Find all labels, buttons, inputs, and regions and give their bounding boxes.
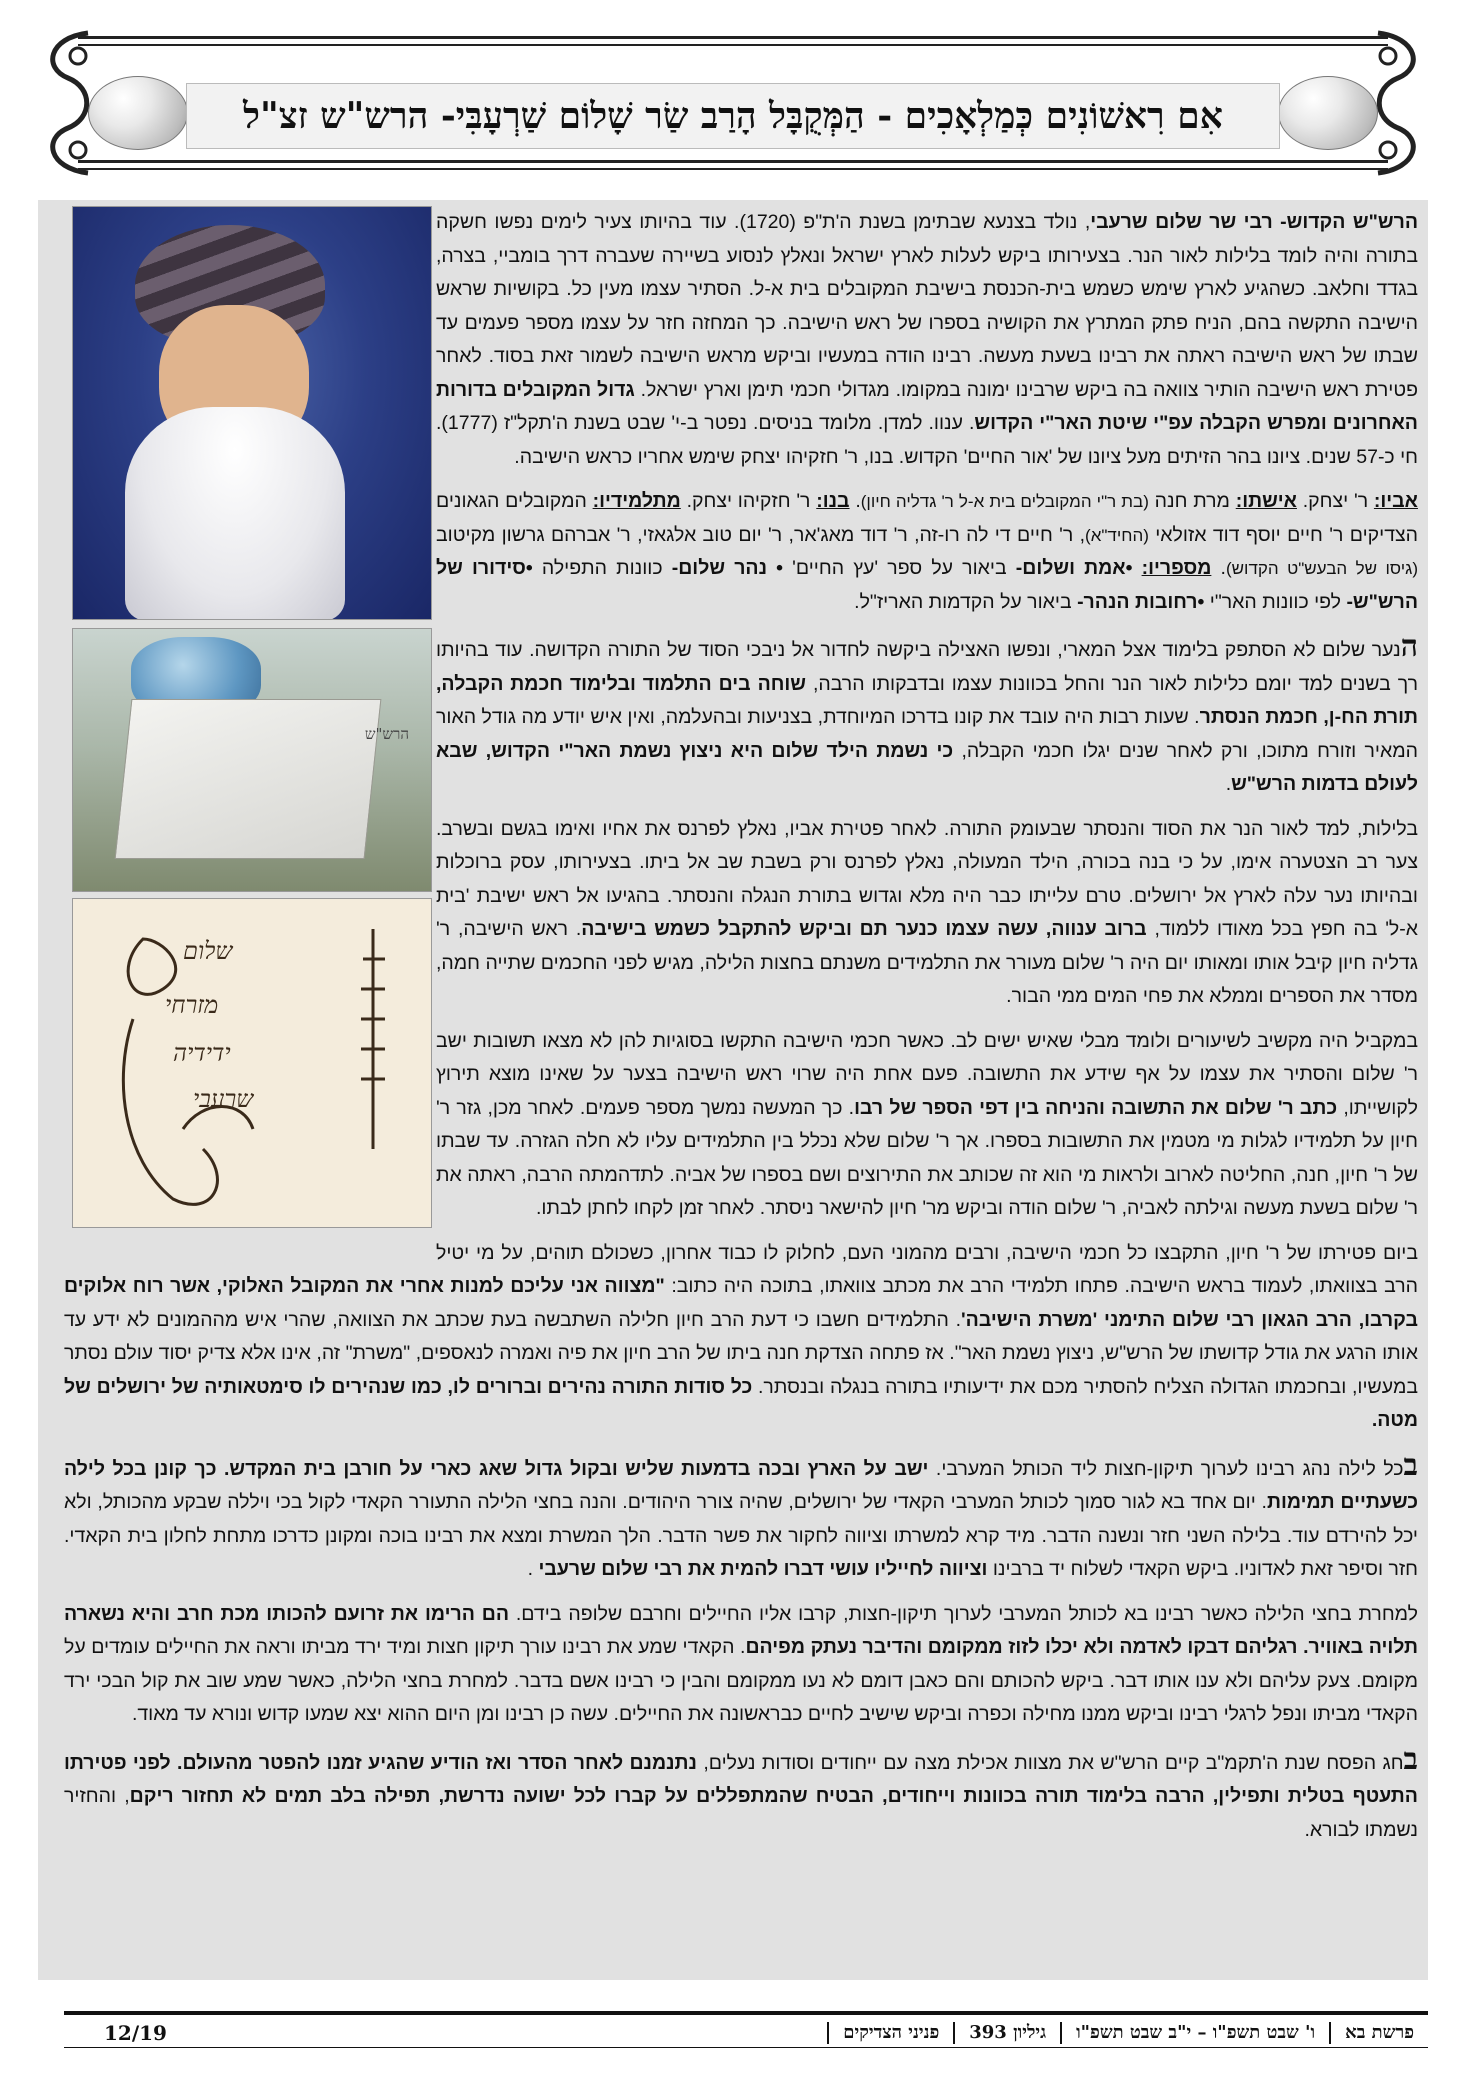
text-run: במקביל היה מקשיב לשיעורים ולומד מבלי שאיש ישים לב. כאשר חכמי הישיבה התקשו בסוגיות להן לא מצאו תשובות ישב ר' שלום והסתיר את עצמו על אף שידע את התשובה. פעם אחת היה שרוי ראש הישיבה בצער על שאינו מוצא תירוץ לקושייתו, [436,1029,1418,1119]
paragraph-western-wall [64,1449,1418,1587]
article-text [64,206,1418,1858]
emphasis-text: • נהר שלום- [671,557,784,579]
footer-separator [827,2022,829,2044]
text-run: חג הפסח שנת ה'תקמ"ב קיים הרש"ש את מצוות אכילת מצה עם ייחודים וסודות נעלים, [696,1751,1404,1774]
emphasis-text: גדול המקובלים בדורות האחרונים ומפרש הקבלה עפ"י שיטת האר"י הקדוש [436,378,1418,434]
footer-parasha: פרשת בא [1345,2022,1414,2043]
text-run: נער שלום לא הסתפק בלימוד אצל המארי, ונפשו האצילה ביקשה לחדור אל ניבכי הסוד של התורה הקדושה. עוד בהיותו רך בשנים למד יומם כלילות לאור הנר והחל בכוונות עצמו ובדבקותו הרבה, [436,639,1418,695]
gravestone-inscription: הרש"ש [364,725,409,743]
footer-separator [1329,2022,1331,2044]
text-run [1132,557,1141,579]
text-run: . התלמידים חשבו כי דעת הרב חיון חלילה השתבשה בעת שכתב את הצוואה, שהרי איש מההמונים לא ידע עד אותו הרגע את גודל קדושתו של הרש"ש, ניצוץ נשמת האר". אז פתחה הצדקת חנה ביתו של הרב חיון את פיה ואמרה לנאספים, "משרת" זה, אינו אלא צדיק יסוד עולם נסתר במעשיו, ובחכמתו הגדולה הצליח להסתיר מכם את ידיעותיו בתורה בנגלה ובנסתר. [64,1308,1419,1398]
text-run: למחרת בחצי הלילה כאשר רבינו בא לכותל המערבי לערוך תיקון-חצות, קרבו אליו החיילים וחרבם שלופה בידם. [509,1602,1418,1625]
emphasis-text: •סידורו של הרש"ש- [436,557,1418,613]
emphasis-text: כל סודות התורה נהירים וברורים לו, כמו שנהירים לו סימטאותיה של ירושלים של מטה. [64,1375,1418,1431]
signature-line-4: שרעבי [193,1085,254,1113]
small-note: (החיד"א) [1085,525,1149,545]
field-label: אישתו: [1235,490,1297,512]
drop-cap: ב [1403,1741,1419,1777]
text-run: . [1211,557,1226,579]
text-run: . הקאדי שמע את רבינו עורך תיקון חצות ומיד ירד מביתו וראה את החיילים עומדים על מקומם. צעק עליהם ולא ענו אותו דבר. ביקש להכותם והם כאבן דומם לא נעו ממקומם והבין כי רבינו אשם בדבר. למחרת בחצי הלילה, כאשר שמע שוב את קול הבכי ירד הקאדי מביתו ונפל לרגלי רבינו וביקש ממנו מחילה וכפרה וביקש שישיב לחיים כבראשונה את החיילים. עשה כן רבינו ומן היום ההוא יצא שמעו קדוש ונורא עד מאוד. [64,1636,1418,1725]
drop-cap: ה [1400,629,1418,664]
signature-line-2: מזרחי [165,991,219,1019]
footer-dates: ו' שבט תשפ"ו – י"ב שבט תשפ"ו [1076,2022,1316,2043]
text-run: , והחזיר נשמתו לבורא. [64,1785,1418,1841]
text-run: . ענוו. למדן. מלומד בניסים. נפטר ב-י' שבט בשנת ה'תקל"ז (1777). חי כ-57 שנים. ציונו בהר הזיתים מעל ציונו של 'אור החיים' הקדוש. בנו, ר' חזקיהו יצחק שימש אחריו כראש הישיבה. [436,412,1418,468]
text-run: בלילות, למד לאור הנר את הסוד והנסתר שבעומק התורה. לאחר פטירת אביו, נאלץ לפרנס את אחיו ואימו בגשם ובשרב. צער רב הצטערה אימו, על כי בנה בכורה, הילד המעולה, נאלץ לפרנס ורק בשבת שב אל ביתו. בצעירותו, עסק ברוכלות ובהיותו נער עלה לארץ אל ירושלים. טרם עלייתו כבר היה מלא וגדוש בתורת הנגלה והנסתר. בהגיעו אל ראש ישיבת 'בית א-ל' בה חפץ בכל מאודו ללמוד, [436,817,1419,940]
emphasis-text: •אמת ושלום- [1015,557,1133,579]
emphasis-text: כי נשמת הילד שלום היא ניצוץ נשמת האר"י הקדוש, שבא לעולם בדמות הרש"ש [436,739,1418,795]
emphasis-text: •רחובות הנהר- [1077,590,1205,613]
field-label: אביו: [1373,490,1418,512]
text-run: . יום אחד בא לגור סמוך לכותל המערבי הקאדי של ירושלים, שהיה צורר היהודים. והנה בחצי הלילה התעורר הקאדי לקול בכי ויללה שבקע מהכותל, ולא יכל להירדם עוד. בלילה השני חזר ונשנה הדבר. מיד קרא למשרתו וציווה לחקור את פשר הדבר. הלך המשרת ומצא את רבינו בוכה ומקונן כדרכו מתחת לחלון בית הקאדי. חזר וסיפר זאת לאדוניו. ביקש הקאדי לשלוח יד ברבינו [64,1491,1418,1580]
pearl-ornament-left [88,76,188,150]
banner-frame-bottom [78,160,1388,170]
text-run: . שעות רבות היה עובד את קונו בדרכו המיוחדת, בצניעות ובהעלמה, ואין איש יודע מה גודל האור המאיר וזורח מתוכו, ורק לאחר שנים יגלו חכמי הקבלה, [436,706,1418,762]
banner-frame-top [78,36,1388,46]
text-run: ביאור על הקדמות האריז"ל. [854,590,1078,613]
text-run: . ראש הישיבה, ר' גדליה חיון קיבל אותו ומאותו יום היה ר' שלום מעורר את התלמידים משנתם בחצות הלילה, מגיש לפני החכמים שתייה חמה, מסדר את הספרים וממלא את פחי המים ממי הבור. [436,918,1418,1007]
page-title: אִם רִאשׁוֹנִים כְּמַלְאָכִים - הַמְּקֻבָּל הָרַב שַׂר שָׁלוֹם שַׁרְעָבִּי- הרש"ש זצ"ל [243,95,1223,137]
emphasis-text: הרש"ש הקדוש- רבי שר שלום שרעבי [1090,211,1418,233]
text-run: לפי כוונות האר"י [1204,590,1347,613]
text-run: המקובלים הגאונים הצדיקים ר' חיים יוסף דוד אזולאי [436,490,1418,546]
footer-separator [1060,2022,1062,2044]
page-footer [64,2018,1428,2048]
text-run: כוונות התפילה [532,557,672,579]
small-note: (גיסו של הבעש"ט הקדוש) [1225,559,1419,578]
text-run: . [1225,773,1232,795]
emphasis-text: וציווה לחייליו עושי דברו להמית את רבי שלום שרעבי [538,1558,988,1580]
field-label: מספריו: [1141,557,1212,579]
paragraph-soldiers [64,1598,1418,1732]
text-run: . [527,1558,539,1580]
text-run: . כך המעשה נמשך מספר פעמים. לאחר מכן, גזר ר' חיון על תלמידיו לגלות מי מטמין את התשובות בספרו. אך ר' שלום שלא נכלל בין התלמידים עליו לא חלה הגזרה. עד שבתו של ר' חיון, חנה, החליטה לארוב ולראות מי הוא זה שכותב את התירוצים ושם בספרו של אביה. לתדהמתה הרבה, ראתה את ר' שלום בשעת מעשה וגילתה לאביה, ר' שלום הודה וביקש מר' חיון להישאר ניסתר. לאחר זמן לקחו לחתן לבתו. [436,1096,1418,1219]
footer-publication: פניני הצדיקים [843,2022,940,2043]
drop-cap: ב [1403,1447,1418,1483]
emphasis-text: נתנמנם לאחר הסדר ואז הודיע שהגיע זמנו להפטר מהעולם. לפני פטירתו התעטף בטלית ותפילין, הרבה בלימוד תורה בכוונות וייחודים, הבטיח שהמתפללים על קברו לכל ישועה נדרשת, תפילה בלב תמים לא תחזור ריקם [64,1751,1418,1807]
text-run: , נולד בצנעא שבתימן בשנת ה'ת"פ (1720). עוד בהיותו צעיר לימים נפשו חשקה בתורה והיה לומד בלילות לאור הנר. בצעירותו ביקש לעלות לארץ ישראל ונאלץ לנסוע בשיירה שעברה דרך בומביי, בצרה, בגדד וחלאב. כשהגיע לארץ שימש כשמש בית-הכנסת בישיבת המקובלים בית א-ל. הסתיר עצמו מעין כל. בקושיות שראש הישיבה התקשה בהם, הניח פתק המתרץ את הקושיה בספרו של ראש הישיבה. כך המחזה חזר על עצמו מספר פעמים עד שבתו של ראש הישיבה ראתה את רבינו בשעת מעשה. רבינו הודה במעשיו וביקש מראש הישיבה לשמור זאת בסוד. לאחר פטירת ראש הישיבה הותיר צוואה בה ביקש שרבינו ימונה במקומו. מגדולי חכמי תימן וארץ ישראל. [436,211,1418,401]
emphasis-text: הם הרימו את זרועם להכותו מכת חרב והיא נשארה תלויה באוויר. רגליהם דבקו לאדמה ולא יכלו לזוז ממקומם והדיבר נעתק מפיהם [64,1602,1419,1658]
image-float-spacer [64,206,436,1258]
footer-separator [953,2022,955,2044]
text-run: . [849,490,861,512]
title-box [186,83,1280,149]
pearl-ornament-right [1278,76,1378,150]
emphasis-text: "מצווה אני עליכם למנות אחרי את המקובל האלוקי, אשר רוח אלוקים בקרבו, הרב הגאון רבי שלום התימני 'משרת הישיבה' [64,1275,1418,1331]
field-label: בנו: [816,490,850,512]
text-run: ביאור על ספר 'עץ החיים' [783,557,1016,579]
text-run: מרת חנה [1148,490,1236,512]
paragraph-passing [64,1743,1418,1848]
text-run: , ר' חיים די לה רו-זה, ר' דוד מאג'אר, ר' יום טוב אלגאזי, ר' אברהם גרשון מקיטוב [436,523,1086,546]
signature-line-1: שלום [183,937,233,965]
page-number: 12/19 [104,2020,167,2045]
text-run: ר' יצחק. [1296,490,1374,512]
emphasis-text: ברוב ענווה, עשה עצמו כנער תם וביקש להתקבל כשמש בישיבה [581,918,1147,940]
footer-rule [64,2011,1428,2015]
footer-issue: גיליון 393 [969,2022,1047,2043]
emphasis-text: כתב ר' שלום את התשובה והניחה בין דפי הספר של רבו [854,1096,1338,1119]
text-run: ר' חזקיהו יצחק. [680,490,817,512]
emphasis-text: ישב על הארץ ובכה בדמעות שליש ובקול גדול שאג כארי על חורבן בית המקדש. כך קונן בכל לילה כשעתיים תמימות [64,1457,1418,1513]
small-note: (בת ר"י המקובלים בית א-ל ר' גדליה חיון) [860,492,1149,511]
text-run: ביום פטירתו של ר' חיון, התקבצו כל חכמי הישיבה, ורבים מהמוני העם, לחלוק לו כבוד אחרון, כשכולם תוהים, על מי יטיל הרב בצוואתו, לעמוד בראש הישיבה. פתחו תלמידי הרב את מכתב צוואתו, בתוכה היה כתוב: [436,1241,1418,1297]
emphasis-text: שוחה בים התלמוד ובלימוד חכמת הקבלה, תורת הח-ן, חכמת הנסתר [436,672,1418,728]
field-label: מתלמידיו: [592,490,681,512]
paragraph-will [64,1237,1418,1438]
signature-line-3: ידידיה [173,1039,231,1067]
text-run: כל לילה נהג רבינו לערוך תיקון-חצות ליד הכותל המערבי. [928,1457,1404,1480]
header-banner [38,28,1428,178]
